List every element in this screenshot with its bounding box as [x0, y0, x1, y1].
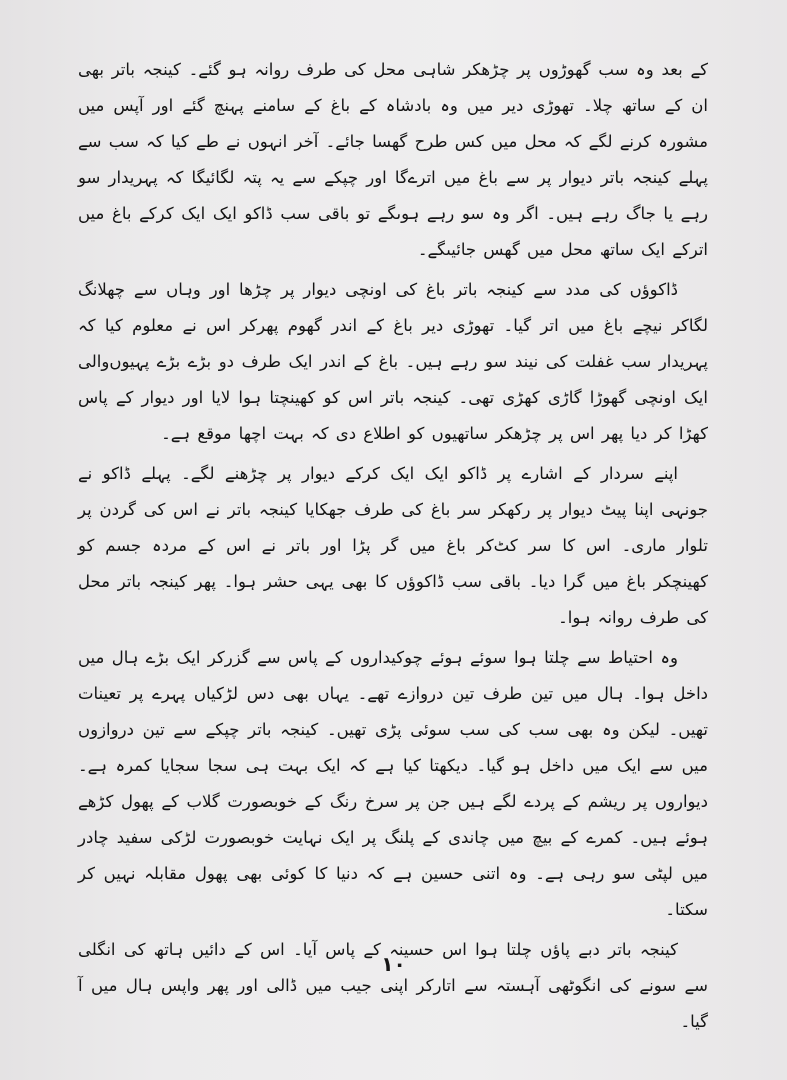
body-text: [78, 52, 708, 1044]
paragraph-2: ڈاکوؤں کی مدد سے کینجہ باتر باغ کی اونچی دیوار پر چڑھا اور وہاں سے چھلانگ لگاکر نیچے باغ میں اتر گیا۔ تھوڑی دیر باغ کے اندر گھوم پھرکر اس نے معلوم کیا کہ پہریدار سب غفلت کی نیند سو رہے ہیں۔ باغ کے اندر ایک طرف دو بڑے بڑے پہیوں‌والی ایک اونچی گھوڑا گاڑی کھڑی تھی۔ کینجہ باتر اس کو کھینچتا ہوا لایا اور دیوار کے پاس کھڑا کر دیا پھر اس پر چڑھکر ساتھیوں کو اطلاع دی کہ بہت اچھا موقع ہے۔: [78, 280, 708, 443]
page-number: ۱۰: [381, 952, 406, 976]
paragraph-1: کے بعد وہ سب گھوڑوں پر چڑھکر شاہی محل کی طرف روانہ ہو گئے۔ کینجہ باتر بھی ان کے ساتھ چلا۔ تھوڑی دیر میں وہ بادشاہ کے باغ کے سامنے پہنچ گئے اور آپس میں مشورہ کرنے لگے کہ محل میں کس طرح گھسا جائے۔ آخر انہوں نے طے کیا کہ سب سے پہلے کینجہ باتر دیوار پر سے باغ میں اترےگا اور چپکے سے یہ پتہ لگائیگا کہ پہریدار سو رہے یا جاگ رہے ہیں۔ اگر وہ سو رہے ہوںگے تو باقی سب ڈاکو ایک ایک کرکے باغ میں اترکے ایک ساتھ محل میں گھس جائیںگے۔: [78, 60, 708, 259]
paragraph-5: کینجہ باتر دبے پاؤں چلتا ہوا اس حسینہ کے پاس آیا۔ اس کے دائیں ہاتھ کی انگلی سے سونے کی انگوٹھی آہستہ سے اتارکر اپنی جیب میں ڈالی اور پھر واپس ہال میں آ گیا۔: [78, 940, 708, 1031]
paragraph-3: اپنے سردار کے اشارے پر ڈاکو ایک ایک کرکے دیوار پر چڑھنے لگے۔ پہلے ڈاکو نے جونہی اپنا پیٹ دیوار پر رکھکر سر باغ کی طرف جھکایا کینجہ باتر نے اس کی گردن پر تلوار ماری۔ اس کا سر کٹ‌کر باغ میں گر پڑا اور باتر نے اس کے مردہ جسم کو کھینچکر باغ میں گرا دیا۔ باقی سب ڈاکوؤں کا بھی یہی حشر ہوا۔ پھر کینجہ باتر محل کی طرف روانہ ہوا۔: [78, 464, 708, 627]
paragraph-4: وہ احتیاط سے چلتا ہوا سوئے ہوئے چوکیداروں کے پاس سے گزرکر ایک بڑے ہال میں داخل ہوا۔ ہال میں تین طرف تین دروازے تھے۔ یہاں بھی دس لڑکیاں پہرے پر تعینات تھیں۔ لیکن وہ بھی سب کی سب سوئی پڑی تھیں۔ کینجہ باتر چپکے سے تین دروازوں میں سے ایک میں داخل ہو گیا۔ دیکھتا کیا ہے کہ ایک بہت ہی سجا سجایا کمرہ ہے۔ دیواروں پر ریشم کے پردے لگے ہیں جن پر سرخ رنگ کے خوبصورت گلاب کے پھول کڑھے ہوئے ہیں۔ کمرے کے بیچ میں چاندی کے پلنگ پر ایک نہایت خوبصورت لڑکی سفید چادر میں لپٹی سو رہی ہے۔ وہ اتنی حسین ہے کہ دنیا کا کوئی بھی پھول مقابلہ نہیں کر سکتا۔: [78, 648, 708, 919]
